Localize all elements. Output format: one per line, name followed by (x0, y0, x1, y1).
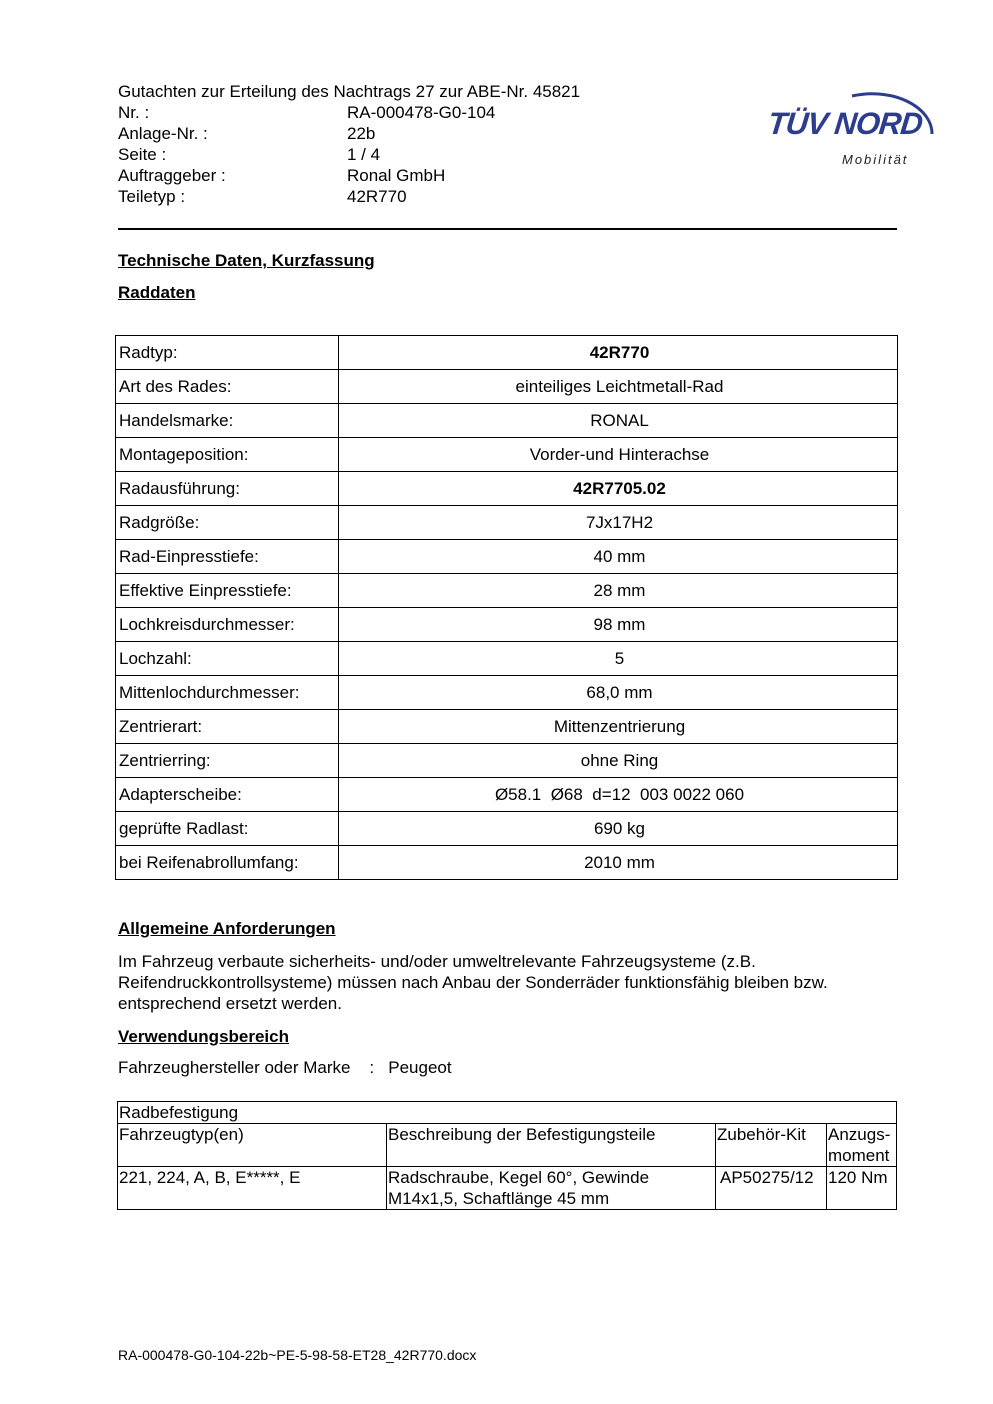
table-row: Mittenlochdurchmesser: 68,0 mm (116, 676, 898, 710)
table-row: Montageposition: Vorder-und Hinterachse (116, 438, 898, 472)
mounting-table (117, 1101, 897, 1210)
header-row-teiletyp: Teiletyp : 42R770 (118, 187, 407, 206)
col-header-torque: Anzugs-moment (827, 1124, 897, 1167)
table-title-row: Radbefestigung (118, 1102, 897, 1124)
table-row: Lochzahl: 5 (116, 642, 898, 676)
table-row: Handelsmarke: RONAL (116, 404, 898, 438)
section-title-tech: Technische Daten, Kurzfassung (118, 251, 375, 270)
wheel-data-table (115, 335, 898, 880)
table-row: Radtyp: 42R770 (116, 336, 898, 370)
header-row-anlage: Anlage-Nr. : 22b (118, 124, 376, 143)
header-divider (118, 228, 897, 230)
logo-subtitle: Mobilität (842, 152, 909, 167)
table-row: Radgröße: 7Jx17H2 (116, 506, 898, 540)
header-row-auftraggeber: Auftraggeber : Ronal GmbH (118, 166, 446, 185)
section-title-raddaten: Raddaten (118, 283, 196, 302)
table-header-row (118, 1124, 897, 1167)
vehicle-maker-line: Fahrzeughersteller oder Marke : Peugeot (118, 1058, 452, 1077)
section-title-allgemein: Allgemeine Anforderungen (118, 919, 336, 938)
tuev-nord-logo (764, 56, 944, 176)
table-row: 221, 224, A, B, E*****, E Radschraube, Kegel 60°, Gewinde M14x1,5, Schaftlänge 45 mm AP50275/12 120 Nm (118, 1167, 897, 1210)
table-row: Zentrierart: Mittenzentrierung (116, 710, 898, 744)
logo-brand: TÜV NORD (766, 106, 924, 141)
table-row: Lochkreisdurchmesser: 98 mm (116, 608, 898, 642)
section-title-verwendung: Verwendungsbereich (118, 1027, 289, 1046)
requirements-paragraph: Im Fahrzeug verbaute sicherheits- und/oder umweltrelevante Fahrzeugsysteme (z.B. Reifendruckkontrollsysteme) müssen nach Anbau der Sonderräder funktionsfähig bleiben bzw. entsprechend ersetzt werden. (118, 952, 828, 1013)
document-title: Gutachten zur Erteilung des Nachtrags 27 zur ABE-Nr. 45821 (118, 82, 581, 101)
table-row: Art des Rades: einteiliges Leichtmetall-Rad (116, 370, 898, 404)
table-row: Rad-Einpresstiefe: 40 mm (116, 540, 898, 574)
col-header-vehicle-types: Fahrzeugtyp(en) (118, 1124, 387, 1167)
footer-filename: RA-000478-G0-104-22b~PE-5-98-58-ET28_42R770.docx (118, 1347, 477, 1363)
table-row: Adapterscheibe: Ø58.1 Ø68 d=12 003 0022 060 (116, 778, 898, 812)
table-row: Radausführung: 42R7705.02 (116, 472, 898, 506)
table-row: bei Reifenabrollumfang: 2010 mm (116, 846, 898, 880)
table-row: geprüfte Radlast: 690 kg (116, 812, 898, 846)
table-row: Zentrierring: ohne Ring (116, 744, 898, 778)
table-row: Effektive Einpresstiefe: 28 mm (116, 574, 898, 608)
header-row-nr: Nr. : RA-000478-G0-104 (118, 103, 496, 122)
header-row-seite: Seite : 1 / 4 (118, 145, 381, 164)
document-header (118, 81, 638, 207)
col-header-kit: Zubehör-Kit (716, 1124, 827, 1167)
col-header-description: Beschreibung der Befestigungsteile (387, 1124, 716, 1167)
